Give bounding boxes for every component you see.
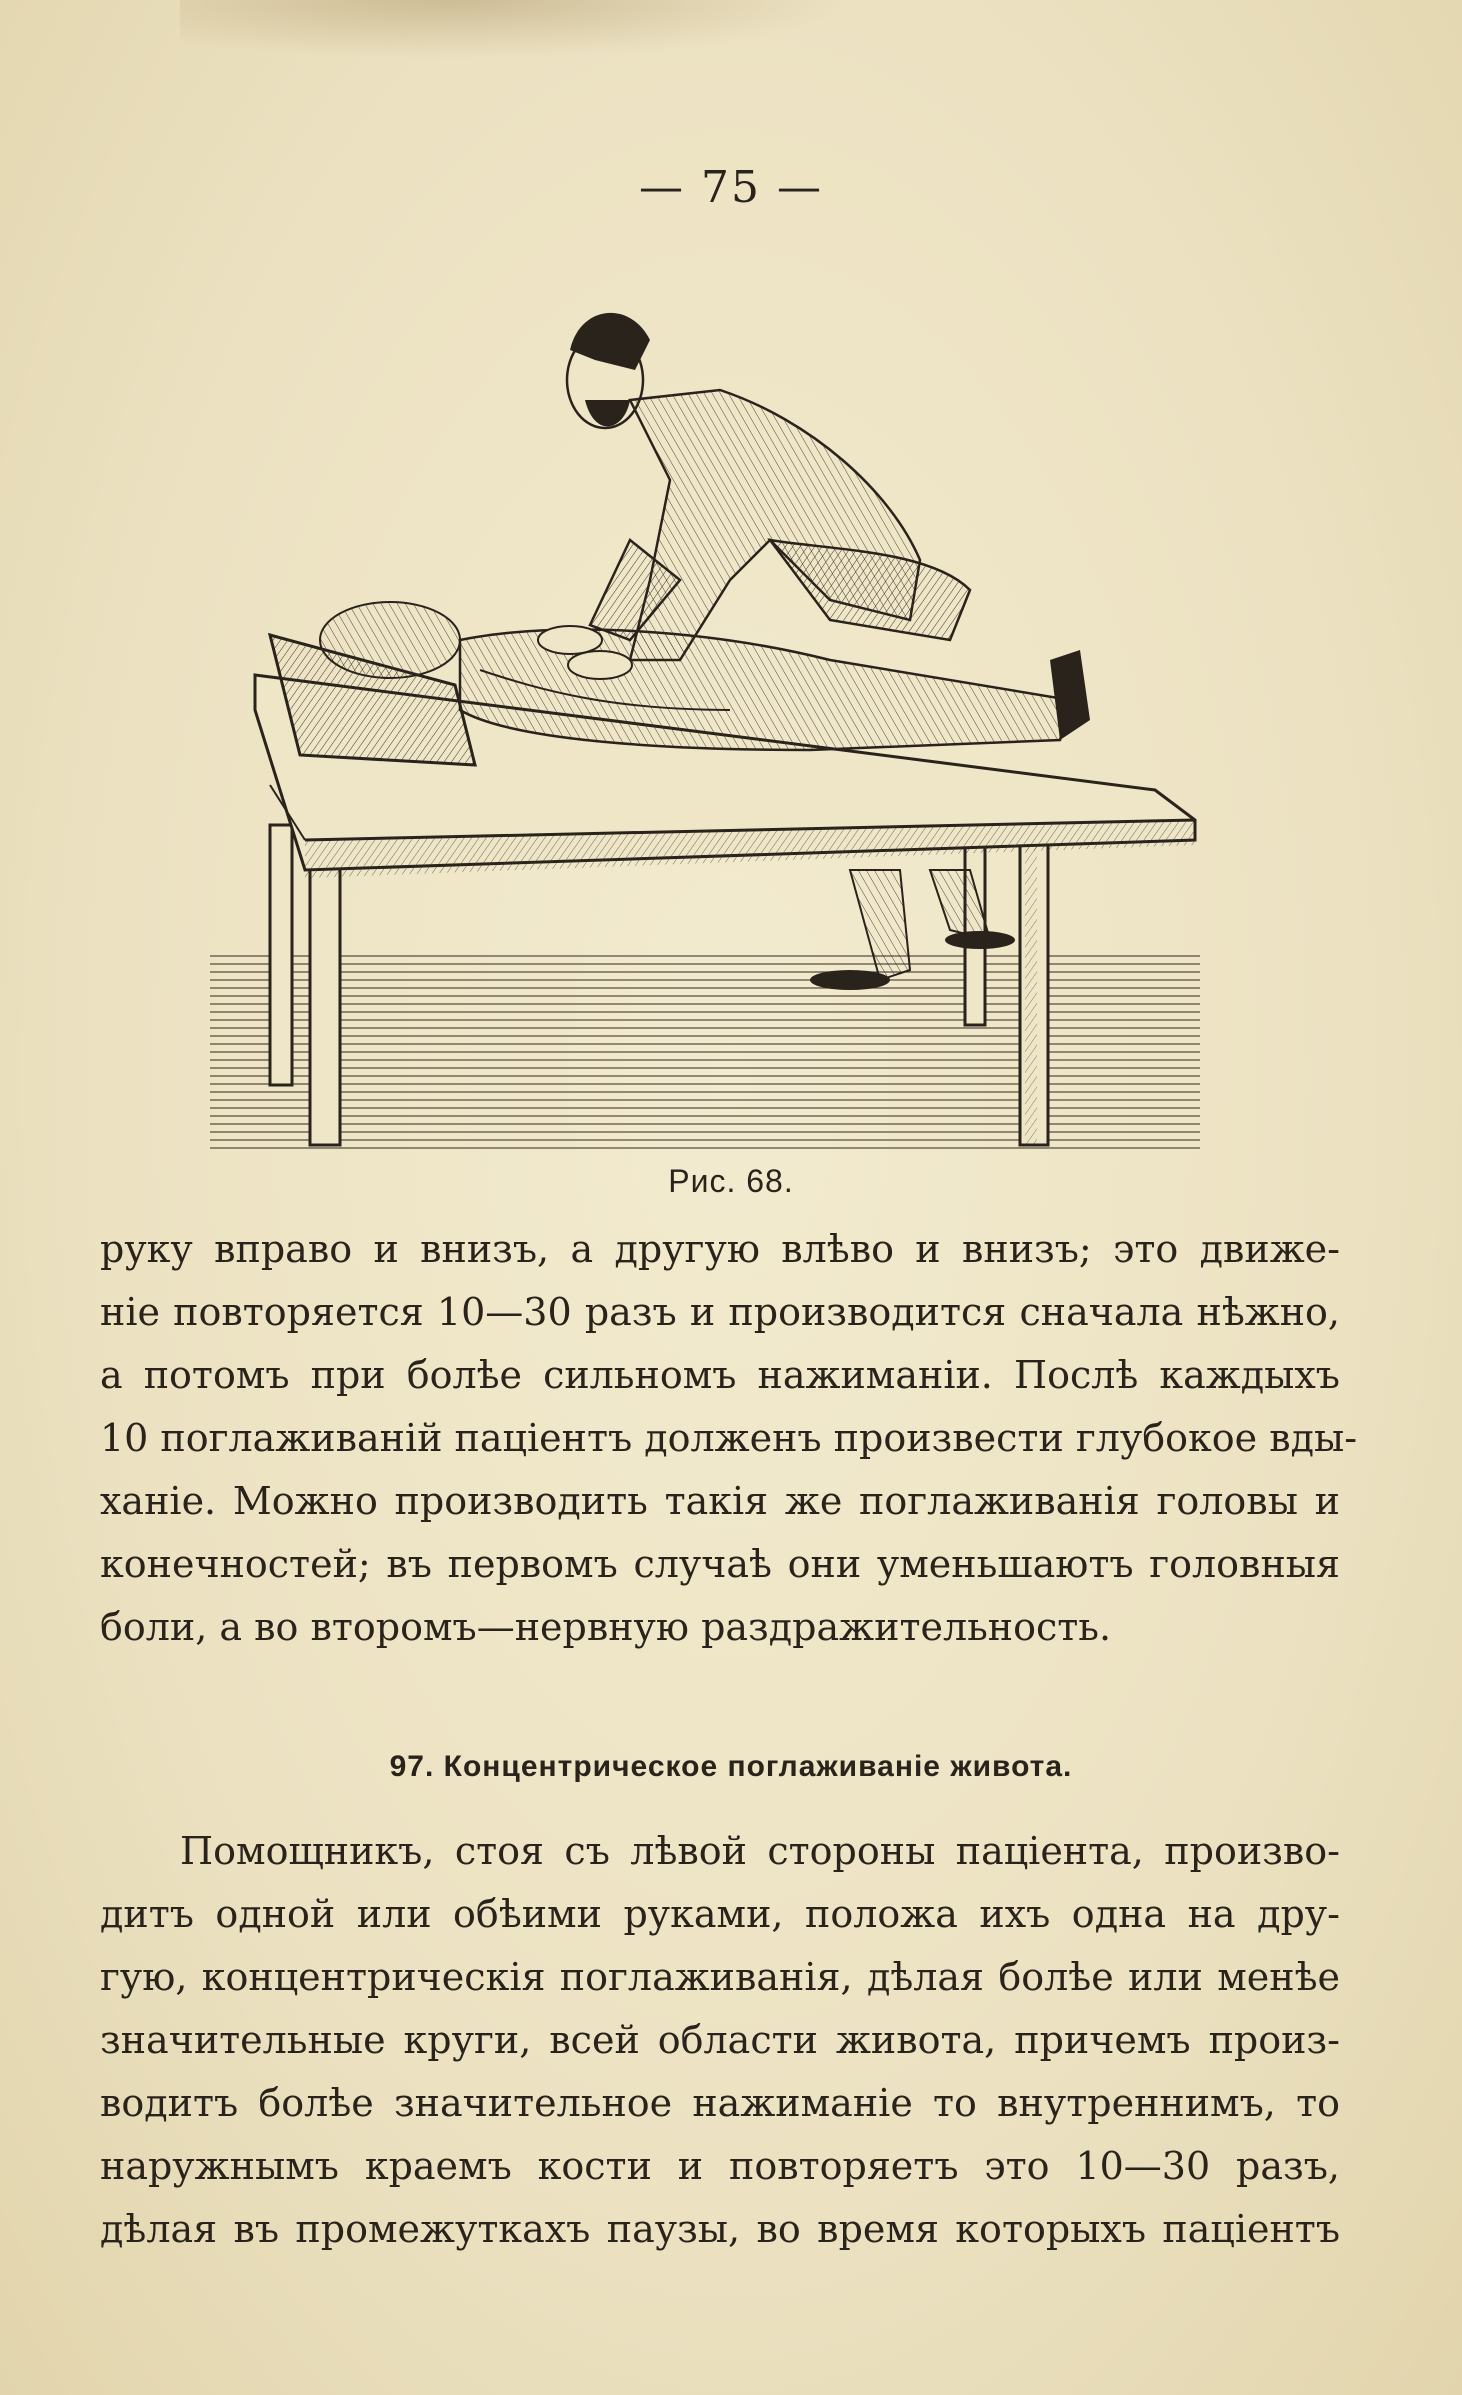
floor-hatching bbox=[210, 950, 1200, 1150]
text-line: дитъ одной или обѣими руками, положа ихъ одна на дру- bbox=[100, 1892, 1340, 1936]
text-line: ханіе. Можно производить такія же поглаживанія головы и bbox=[100, 1479, 1340, 1523]
text-line: наружнымъ краемъ кости и повторяетъ это 10—30 разъ, bbox=[100, 2144, 1340, 2188]
text-line: ніе повторяется 10—30 разъ и производится сначала нѣжно, bbox=[100, 1290, 1340, 1334]
doctor-figure bbox=[538, 313, 970, 679]
section-heading: 97. Концентрическое поглаживаніе живота. bbox=[389, 1750, 1073, 1783]
text-line: боли, а во второмъ—нервную раздражительность. bbox=[100, 1605, 1112, 1649]
figure-illustration bbox=[210, 280, 1210, 1160]
figure-caption: Рис. 68. bbox=[668, 1163, 794, 1199]
text-line: гую, концентрическія поглаживанія, дѣлая болѣе или менѣе bbox=[100, 1955, 1340, 1999]
page-stain bbox=[180, 0, 860, 60]
text-line: водитъ болѣе значительное нажиманіе то внутреннимъ, то bbox=[100, 2081, 1340, 2125]
text-line: значительные круги, всей области живота, причемъ произ- bbox=[100, 2018, 1340, 2062]
text-line: руку вправо и внизъ, а другую влѣво и внизъ; это движе- bbox=[100, 1227, 1340, 1271]
text-line: 10 поглаживаній паціентъ долженъ произвести глубокое вды- bbox=[100, 1416, 1358, 1460]
text-line: конечностей; въ первомъ случаѣ они уменьшаютъ головныя bbox=[100, 1542, 1340, 1586]
section-paragraph bbox=[100, 1820, 1340, 2261]
page-number: — 75 — bbox=[639, 162, 823, 213]
text-line: а потомъ при болѣе сильномъ нажиманіи. Послѣ каждыхъ bbox=[100, 1353, 1340, 1397]
text-line: Помощникъ, стоя съ лѣвой стороны паціента, произво- bbox=[180, 1829, 1340, 1873]
paragraph-continued bbox=[100, 1218, 1358, 1659]
text-line: дѣлая въ промежуткахъ паузы, во время которыхъ паціентъ bbox=[100, 2207, 1340, 2251]
